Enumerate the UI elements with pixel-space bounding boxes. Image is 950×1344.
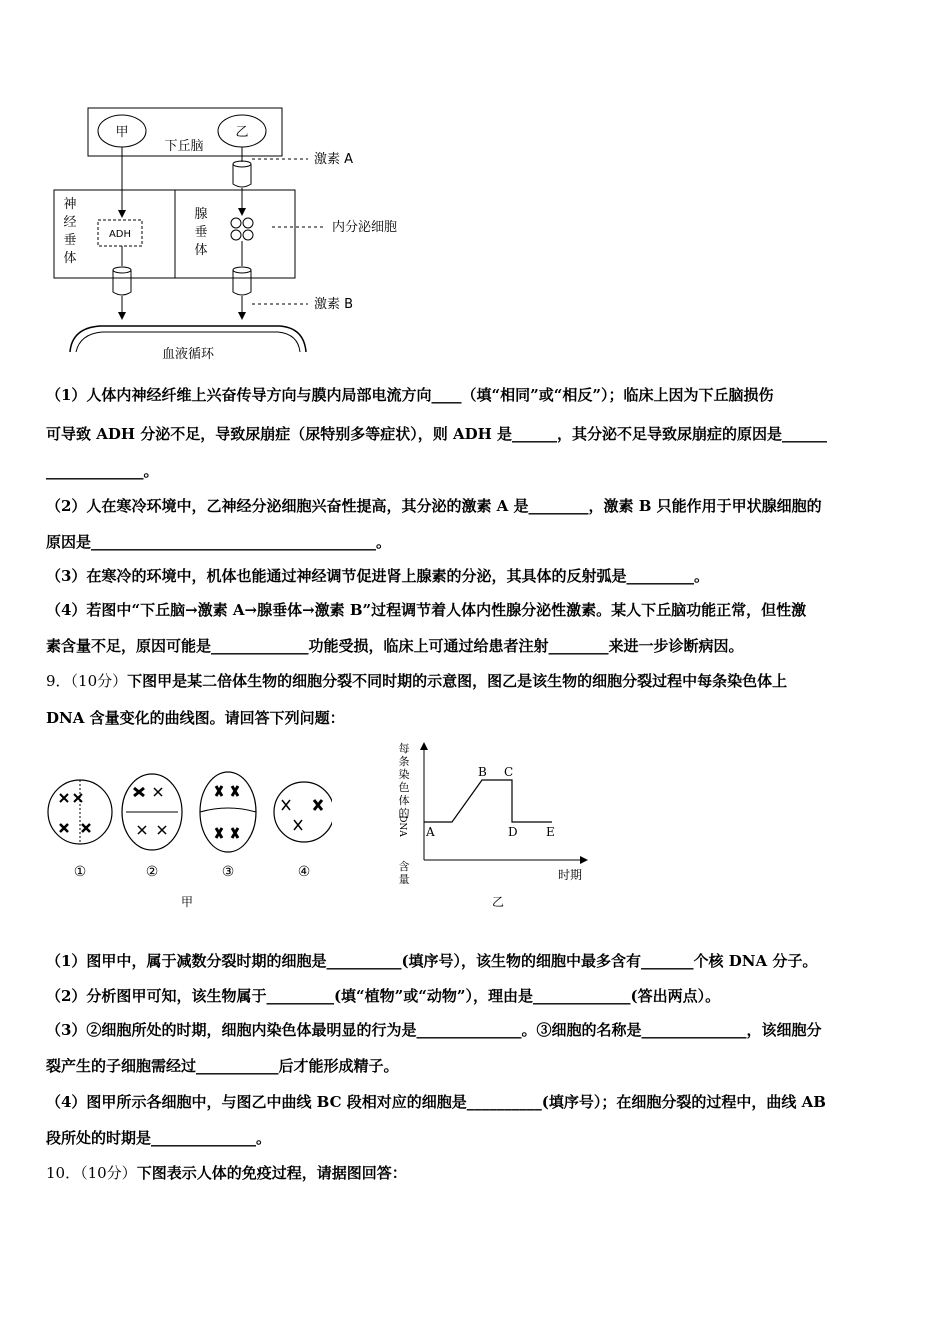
- box-jia-label: 甲: [115, 125, 129, 140]
- svg-text:垂: 垂: [63, 233, 77, 248]
- cell-3: [200, 772, 256, 880]
- neuro-pituitary-label: [63, 196, 76, 266]
- q10-number: 10．（10分）: [46, 1164, 137, 1182]
- hormone-b-label: 激素 B: [314, 297, 354, 312]
- point-b: B: [478, 765, 487, 779]
- cells-caption: 甲: [180, 895, 194, 909]
- point-d: D: [508, 825, 518, 839]
- q9-line2: （2）分析图甲可知，该生物属于_________(填“植物”或“动物”），理由是_____________(答出两点）。: [46, 987, 721, 1005]
- dna-content-graph: [390, 738, 600, 908]
- q8-line2: 可导致 ADH 分泌不足，导致尿崩症（尿特别多等症状），则 ADH 是______，其分泌不足导致尿崩症的原因是______: [46, 425, 828, 443]
- q8-line1: （1）人体内神经纤维上兴奋传导方向与膜内局部电流方向____（填“相同”或“相反”）；临床上因为下丘脑损伤: [46, 386, 774, 404]
- cell-1: [48, 780, 112, 880]
- q9-line1: （1）图甲中，属于减数分裂时期的细胞是__________(填序号），该生物的细胞中最多含有_______个核 DNA 分子。: [46, 952, 818, 970]
- q10-head: 下图表示人体的免疫过程，请据图回答：: [136, 1164, 407, 1182]
- adh-label: ADH: [108, 229, 132, 240]
- svg-text:体: 体: [398, 794, 410, 807]
- svg-text:腺: 腺: [194, 207, 208, 222]
- q9-head1: 下图甲是某二倍体生物的细胞分裂不同时期的示意图，图乙是该生物的细胞分裂过程中每条染色体上: [127, 672, 788, 690]
- graph-ylabel: [397, 741, 410, 886]
- q8-line3: _____________。: [46, 462, 159, 480]
- svg-text:经: 经: [63, 215, 77, 230]
- point-e: E: [546, 825, 555, 839]
- box-yi-label: 乙: [235, 125, 249, 140]
- q8-line5: 原因是______________________________________。: [46, 533, 392, 551]
- point-a: A: [426, 825, 435, 839]
- svg-text:③: ③: [221, 864, 235, 880]
- cell-2: [122, 774, 182, 880]
- endocrine-cells-icon: [231, 218, 253, 240]
- q8-line6: （3）在寒冷的环境中，机体也能通过神经调节促进肾上腺素的分泌，其具体的反射弧是_________。: [46, 567, 709, 585]
- hormone-a-label: 激素 A: [314, 152, 354, 167]
- q9-number: 9．（10分）: [46, 672, 128, 690]
- svg-text:染: 染: [398, 768, 410, 781]
- svg-text:体: 体: [194, 243, 208, 258]
- svg-text:体: 体: [63, 251, 77, 266]
- svg-text:每: 每: [398, 742, 410, 755]
- svg-text:的: 的: [398, 807, 410, 820]
- endocrine-cell-label: 内分泌细胞: [332, 220, 398, 235]
- hypothalamus-pituitary-diagram: [40, 100, 460, 370]
- hypothalamus-label: 下丘脑: [164, 139, 204, 154]
- svg-text:量: 量: [398, 873, 410, 886]
- svg-text:含: 含: [398, 860, 410, 873]
- svg-text:DNA: DNA: [397, 815, 407, 837]
- q9-line3: （3）②细胞所处的时期，细胞内染色体最明显的行为是______________。③细胞的名称是______________，该细胞分: [46, 1021, 822, 1039]
- adeno-pituitary-label: [194, 207, 207, 258]
- svg-text:②: ②: [145, 864, 159, 880]
- q9-head2: DNA 含量变化的曲线图。请回答下列问题：: [46, 709, 345, 727]
- svg-text:④: ④: [297, 864, 311, 880]
- q9-line4: 裂产生的子细胞需经过___________后才能形成精子。: [46, 1057, 399, 1075]
- q8-line7: （4）若图中“下丘脑→激素 A→腺垂体→激素 B”过程调节着人体内性腺分泌性激素。某人下丘脑功能正常，但性激: [46, 601, 807, 619]
- q8-line8: 素含量不足，原因可能是_____________功能受损，临床上可通过给患者注射________来进一步诊断病因。: [46, 637, 744, 655]
- q10-header: [46, 1163, 407, 1183]
- cell-division-diagram: [42, 760, 332, 920]
- q9-line6: 段所处的时期是______________。: [46, 1129, 272, 1147]
- svg-text:垂: 垂: [194, 225, 208, 240]
- q9-line5: （4）图甲所示各细胞中，与图乙中曲线 BC 段相对应的细胞是__________(填序号）；在细胞分裂的过程中，曲线 AB: [46, 1093, 826, 1111]
- graph-xlabel: 时期: [558, 868, 583, 882]
- svg-text:色: 色: [398, 781, 410, 794]
- q8-line4: （2）人在寒冷环境中，乙神经分泌细胞兴奋性提高，其分泌的激素 A 是________，激素 B 只能作用于甲状腺细胞的: [46, 497, 822, 515]
- svg-text:条: 条: [398, 755, 410, 768]
- blood-circulation-label: 血液循环: [161, 347, 215, 362]
- svg-text:①: ①: [73, 864, 87, 880]
- q9-header: [46, 671, 787, 691]
- svg-text:神: 神: [63, 197, 77, 212]
- point-c: C: [504, 765, 514, 779]
- dna-curve: [424, 780, 552, 822]
- graph-caption: 乙: [491, 895, 505, 908]
- cell-4: [274, 782, 332, 880]
